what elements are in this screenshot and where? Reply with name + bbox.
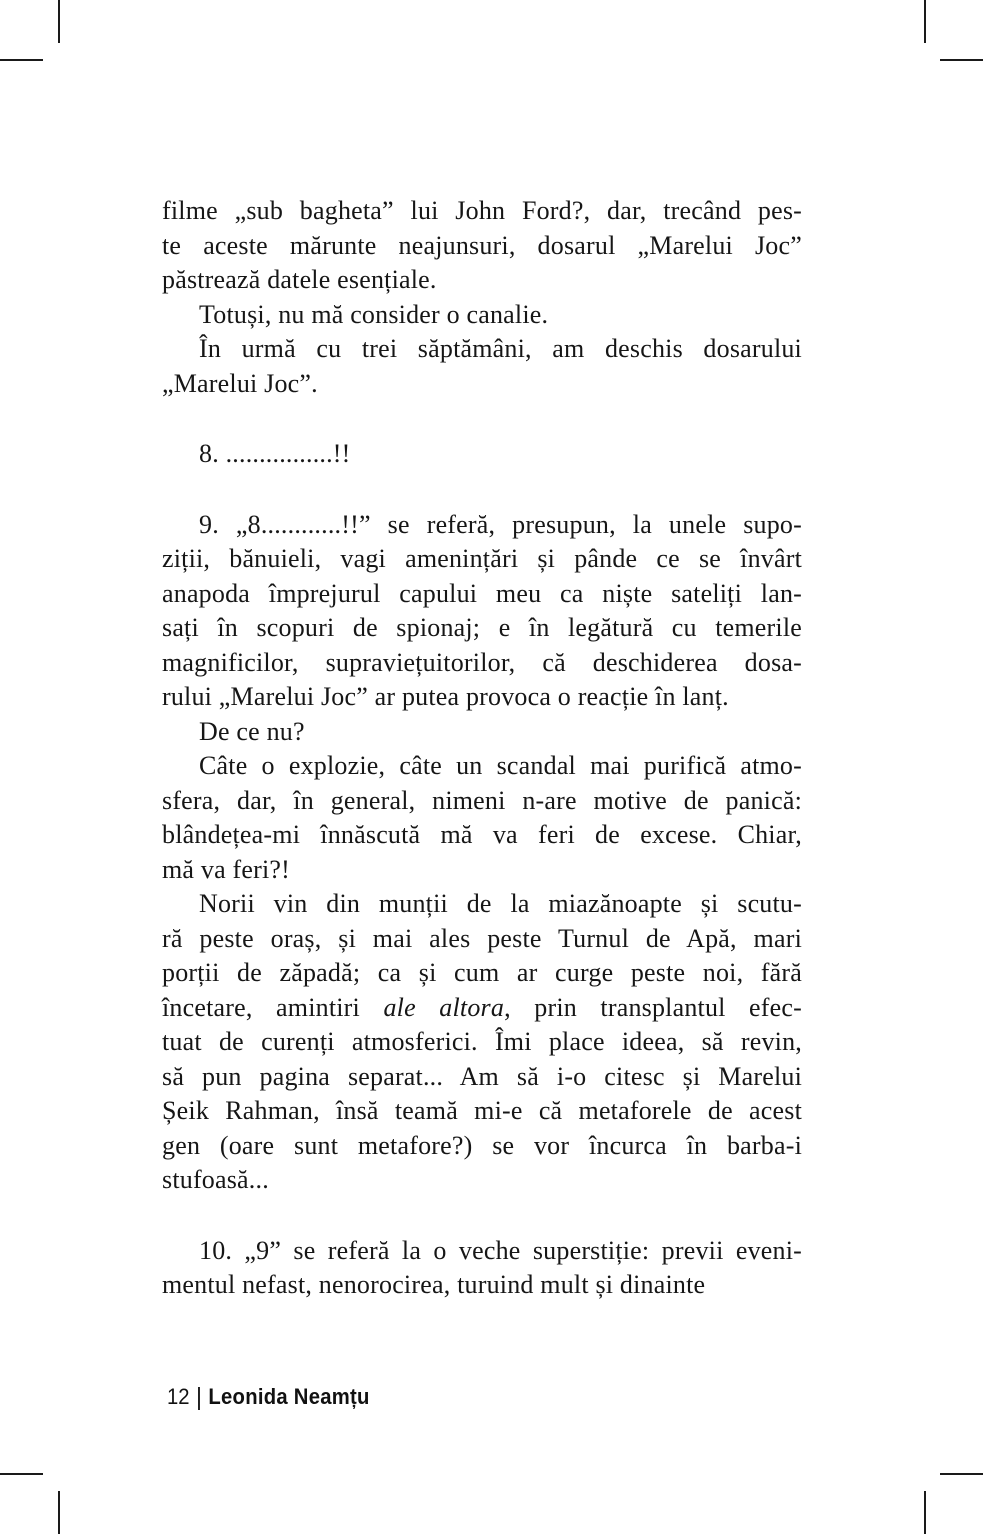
text-run: În urmă cu trei săptămâni, am deschis dosarului <box>199 334 802 363</box>
footer-separator: | <box>195 1383 202 1411</box>
text-run: 8. ................!! <box>199 439 351 468</box>
text-run: Norii vin din munții de la miazănoapte și scutu- <box>199 889 802 918</box>
crop-mark-bottom-left-horizontal <box>0 1473 43 1475</box>
text-run: 10. „9” se referă la o veche superstiție: previi eveni- <box>199 1235 802 1265</box>
text-line <box>162 922 802 957</box>
paragraph <box>162 749 802 887</box>
text-line <box>162 1163 802 1198</box>
text-line <box>162 194 802 229</box>
text-run: păstrează datele esențiale. <box>162 265 437 294</box>
paragraph <box>162 194 802 298</box>
text-line <box>162 749 802 784</box>
text-run: mentul nefast, nenorocirea, turuind mult și dinainte <box>162 1270 706 1299</box>
text-line <box>162 991 802 1026</box>
text-run: filme „sub bagheta” lui John Ford?, dar, trecând pes- <box>162 196 802 225</box>
paragraph <box>162 887 802 1198</box>
crop-mark-top-right-vertical <box>924 0 926 43</box>
text-run: gen (oare sunt metafore?) se vor încurca în barba-i <box>162 1130 802 1160</box>
paragraph <box>162 437 802 472</box>
text-run: blândețea-mi înnăscută mă va feri de excese. Chiar, <box>162 820 802 849</box>
text-line <box>162 1234 802 1269</box>
text-line <box>162 437 802 472</box>
crop-mark-top-right-horizontal <box>940 59 983 61</box>
text-line <box>162 298 802 333</box>
text-line <box>162 1060 802 1095</box>
text-run: , prin transplantul efec- <box>504 992 802 1022</box>
text-run: ziții, bănuieli, vagi amenințări și pânde ce se învârt <box>162 544 802 573</box>
paragraph <box>162 508 802 715</box>
text-line <box>162 1025 802 1060</box>
text-run: Șeik Rahman, însă teamă mi-e că metaforele de acest <box>162 1096 802 1125</box>
crop-mark-top-left-vertical <box>58 0 60 43</box>
text-line <box>162 1268 802 1303</box>
text-run: te aceste mărunte neajunsuri, dosarul „Marelui Joc” <box>162 230 802 260</box>
text-run: sați în scopuri de spionaj; e în legătură cu temerile <box>162 613 802 642</box>
text-line <box>162 956 802 991</box>
text-run: stufoasă... <box>162 1165 269 1194</box>
text-run: ale altora <box>383 992 505 1022</box>
text-run: rului „Marelui Joc” ar putea provoca o reacție în lanț. <box>162 682 729 711</box>
text-line <box>162 680 802 715</box>
author-name: Leonida Neamțu <box>208 1384 370 1409</box>
text-run: sfera, dar, în general, nimeni n-are motive de panică: <box>162 785 802 815</box>
text-run: ră peste oraș, și mai ales peste Turnul de Apă, mari <box>162 923 802 953</box>
crop-mark-top-left-horizontal <box>0 59 43 61</box>
crop-mark-bottom-right-vertical <box>924 1491 926 1534</box>
text-run: magnificilor, supraviețuitorilor, că deschiderea dosa- <box>162 647 802 677</box>
text-run: Câte o explozie, câte un scandal mai purifică atmo- <box>199 751 802 780</box>
text-line <box>162 611 802 646</box>
page-number: 12 <box>167 1384 190 1409</box>
text-line <box>162 263 802 298</box>
page-footer <box>167 1383 370 1410</box>
text-run: porții de zăpadă; ca și cum ar curge peste noi, fără <box>162 958 802 987</box>
text-run: tuat de curenți atmosferici. Îmi place ideea, să revin, <box>162 1027 802 1056</box>
text-run: încetare, amintiri <box>162 992 384 1022</box>
text-run: „Marelui Joc”. <box>162 368 318 398</box>
text-line <box>162 784 802 819</box>
crop-mark-bottom-right-horizontal <box>940 1473 983 1475</box>
paragraph <box>162 298 802 333</box>
text-line <box>162 1094 802 1129</box>
text-line <box>162 853 802 888</box>
page-body <box>162 194 802 1303</box>
text-line <box>162 1129 802 1164</box>
text-line <box>162 229 802 264</box>
text-line <box>162 332 802 367</box>
text-line <box>162 542 802 577</box>
text-run: mă va feri?! <box>162 854 290 884</box>
text-line <box>162 715 802 750</box>
text-line <box>162 508 802 543</box>
crop-mark-bottom-left-vertical <box>58 1491 60 1534</box>
text-line <box>162 818 802 853</box>
text-run: Totuși, nu mă consider o canalie. <box>199 299 549 329</box>
text-run: anapoda împrejurul capului meu ca niște sateliți lan- <box>162 578 802 608</box>
paragraph <box>162 1234 802 1303</box>
text-line <box>162 646 802 681</box>
text-line <box>162 887 802 922</box>
paragraph <box>162 332 802 401</box>
text-run: 9. „8............!!” se referă, presupun, la unele supo- <box>199 509 802 539</box>
text-line <box>162 577 802 612</box>
text-run: De ce nu? <box>199 716 305 746</box>
paragraph <box>162 715 802 750</box>
text-run: să pun pagina separat... Am să i-o citesc și Marelui <box>162 1061 802 1091</box>
text-line <box>162 367 802 402</box>
